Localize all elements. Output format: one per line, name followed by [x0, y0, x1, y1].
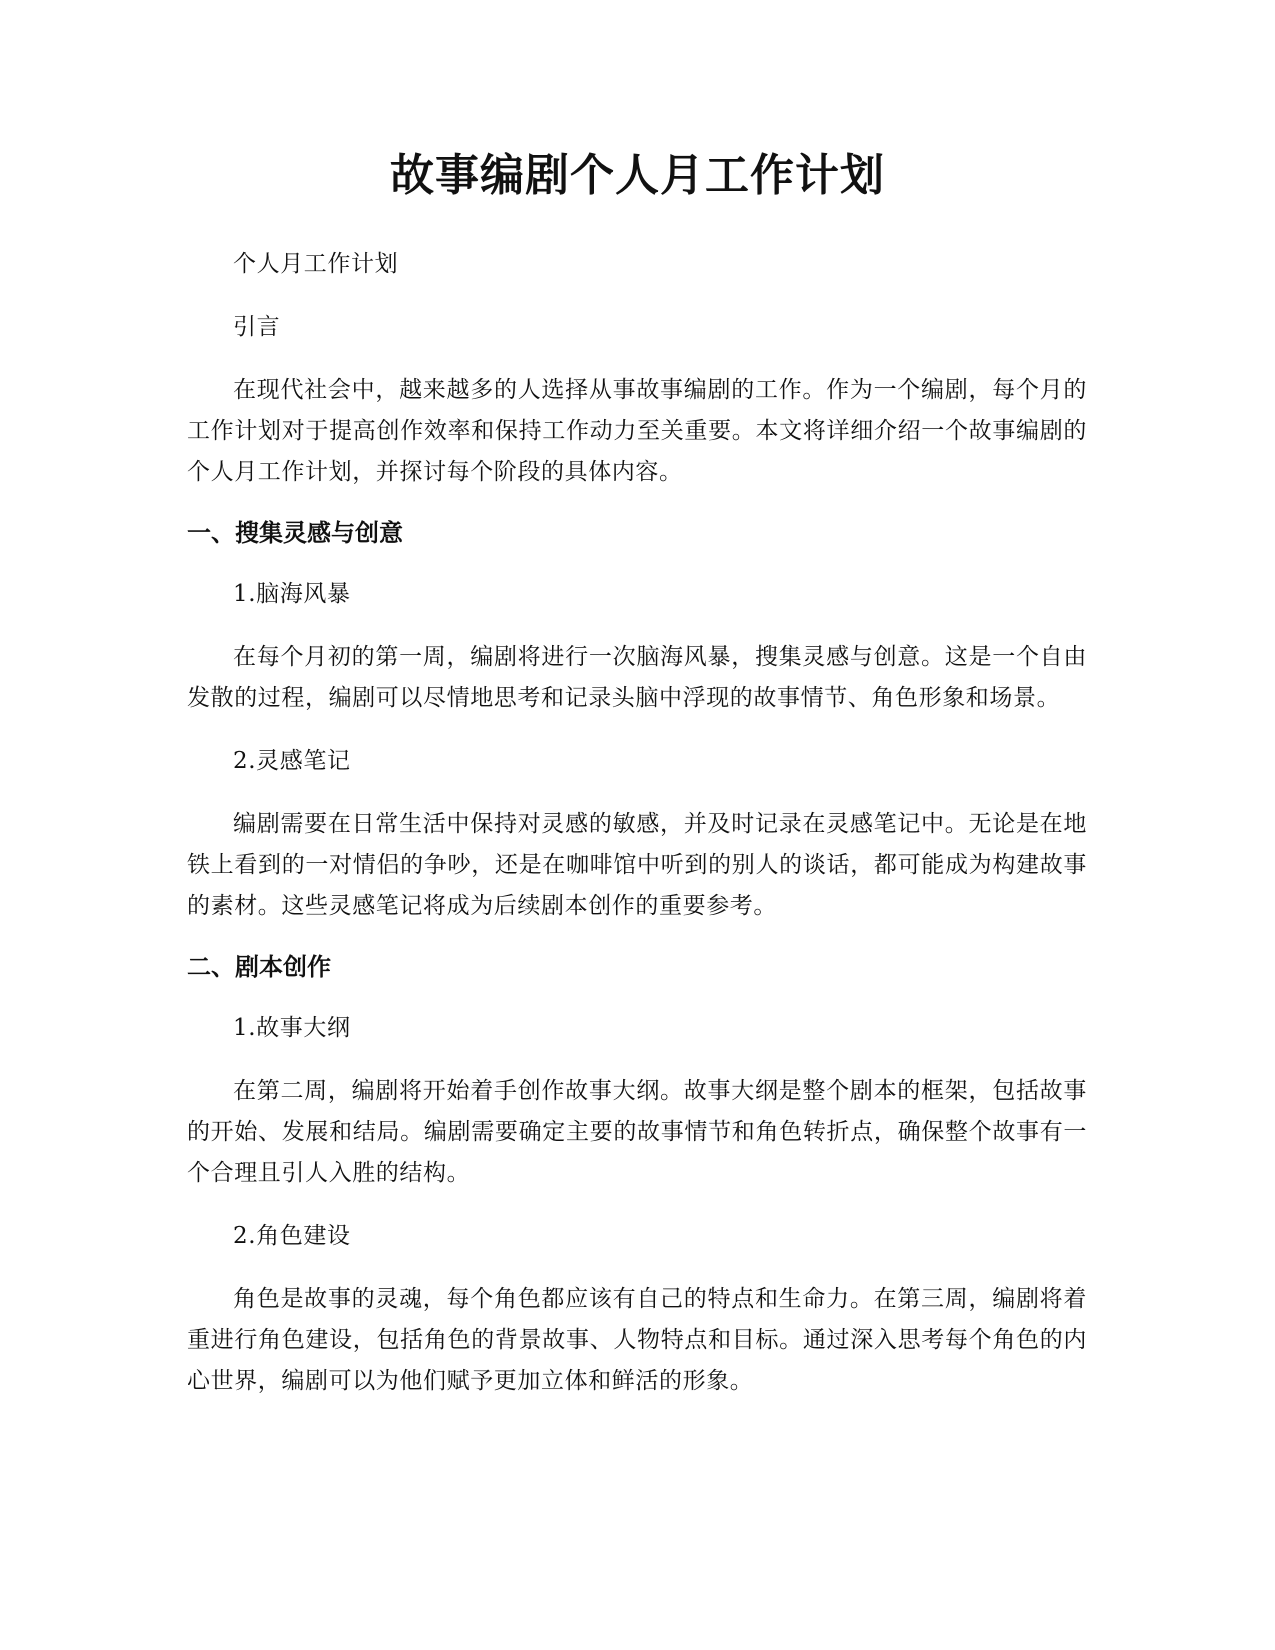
section-heading-1: 一、搜集灵感与创意	[187, 519, 403, 547]
section-heading-2: 二、剧本创作	[187, 953, 331, 981]
paragraph-1-1: 在每个月初的第一周，编剧将进行一次脑海风暴，搜集灵感与创意。这是一个自由发散的过程，编剧可以尽情地思考和记录头脑中浮现的故事情节、角色形象和场景。	[187, 644, 1087, 711]
subtitle-text: 个人月工作计划	[233, 251, 399, 277]
subheading-1-1: 1.脑海风暴	[233, 581, 351, 607]
intro-paragraph: 在现代社会中，越来越多的人选择从事故事编剧的工作。作为一个编剧，每个月的工作计划对于提高创作效率和保持工作动力至关重要。本文将详细介绍一个故事编剧的个人月工作计划，并探讨每个阶段的具体内容。	[187, 377, 1087, 485]
paragraph-2-2: 角色是故事的灵魂，每个角色都应该有自己的特点和生命力。在第三周，编剧将着重进行角色建设，包括角色的背景故事、人物特点和目标。通过深入思考每个角色的内心世界，编剧可以为他们赋予更加立体和鲜活的形象。	[187, 1286, 1087, 1394]
intro-heading: 引言	[233, 314, 281, 340]
document-body	[187, 244, 1087, 1402]
document-title: 故事编剧个人月工作计划	[390, 150, 885, 201]
paragraph-1-2: 编剧需要在日常生活中保持对灵感的敏感，并及时记录在灵感笔记中。无论是在地铁上看到的一对情侣的争吵，还是在咖啡馆中听到的别人的谈话，都可能成为构建故事的素材。这些灵感笔记将成为后续剧本创作的重要参考。	[187, 811, 1087, 919]
subheading-2-1: 1.故事大纲	[233, 1015, 351, 1041]
subheading-1-2: 2.灵感笔记	[233, 748, 351, 774]
subheading-2-2: 2.角色建设	[233, 1223, 351, 1249]
paragraph-2-1: 在第二周，编剧将开始着手创作故事大纲。故事大纲是整个剧本的框架，包括故事的开始、发展和结局。编剧需要确定主要的故事情节和角色转折点，确保整个故事有一个合理且引人入胜的结构。	[187, 1078, 1087, 1186]
